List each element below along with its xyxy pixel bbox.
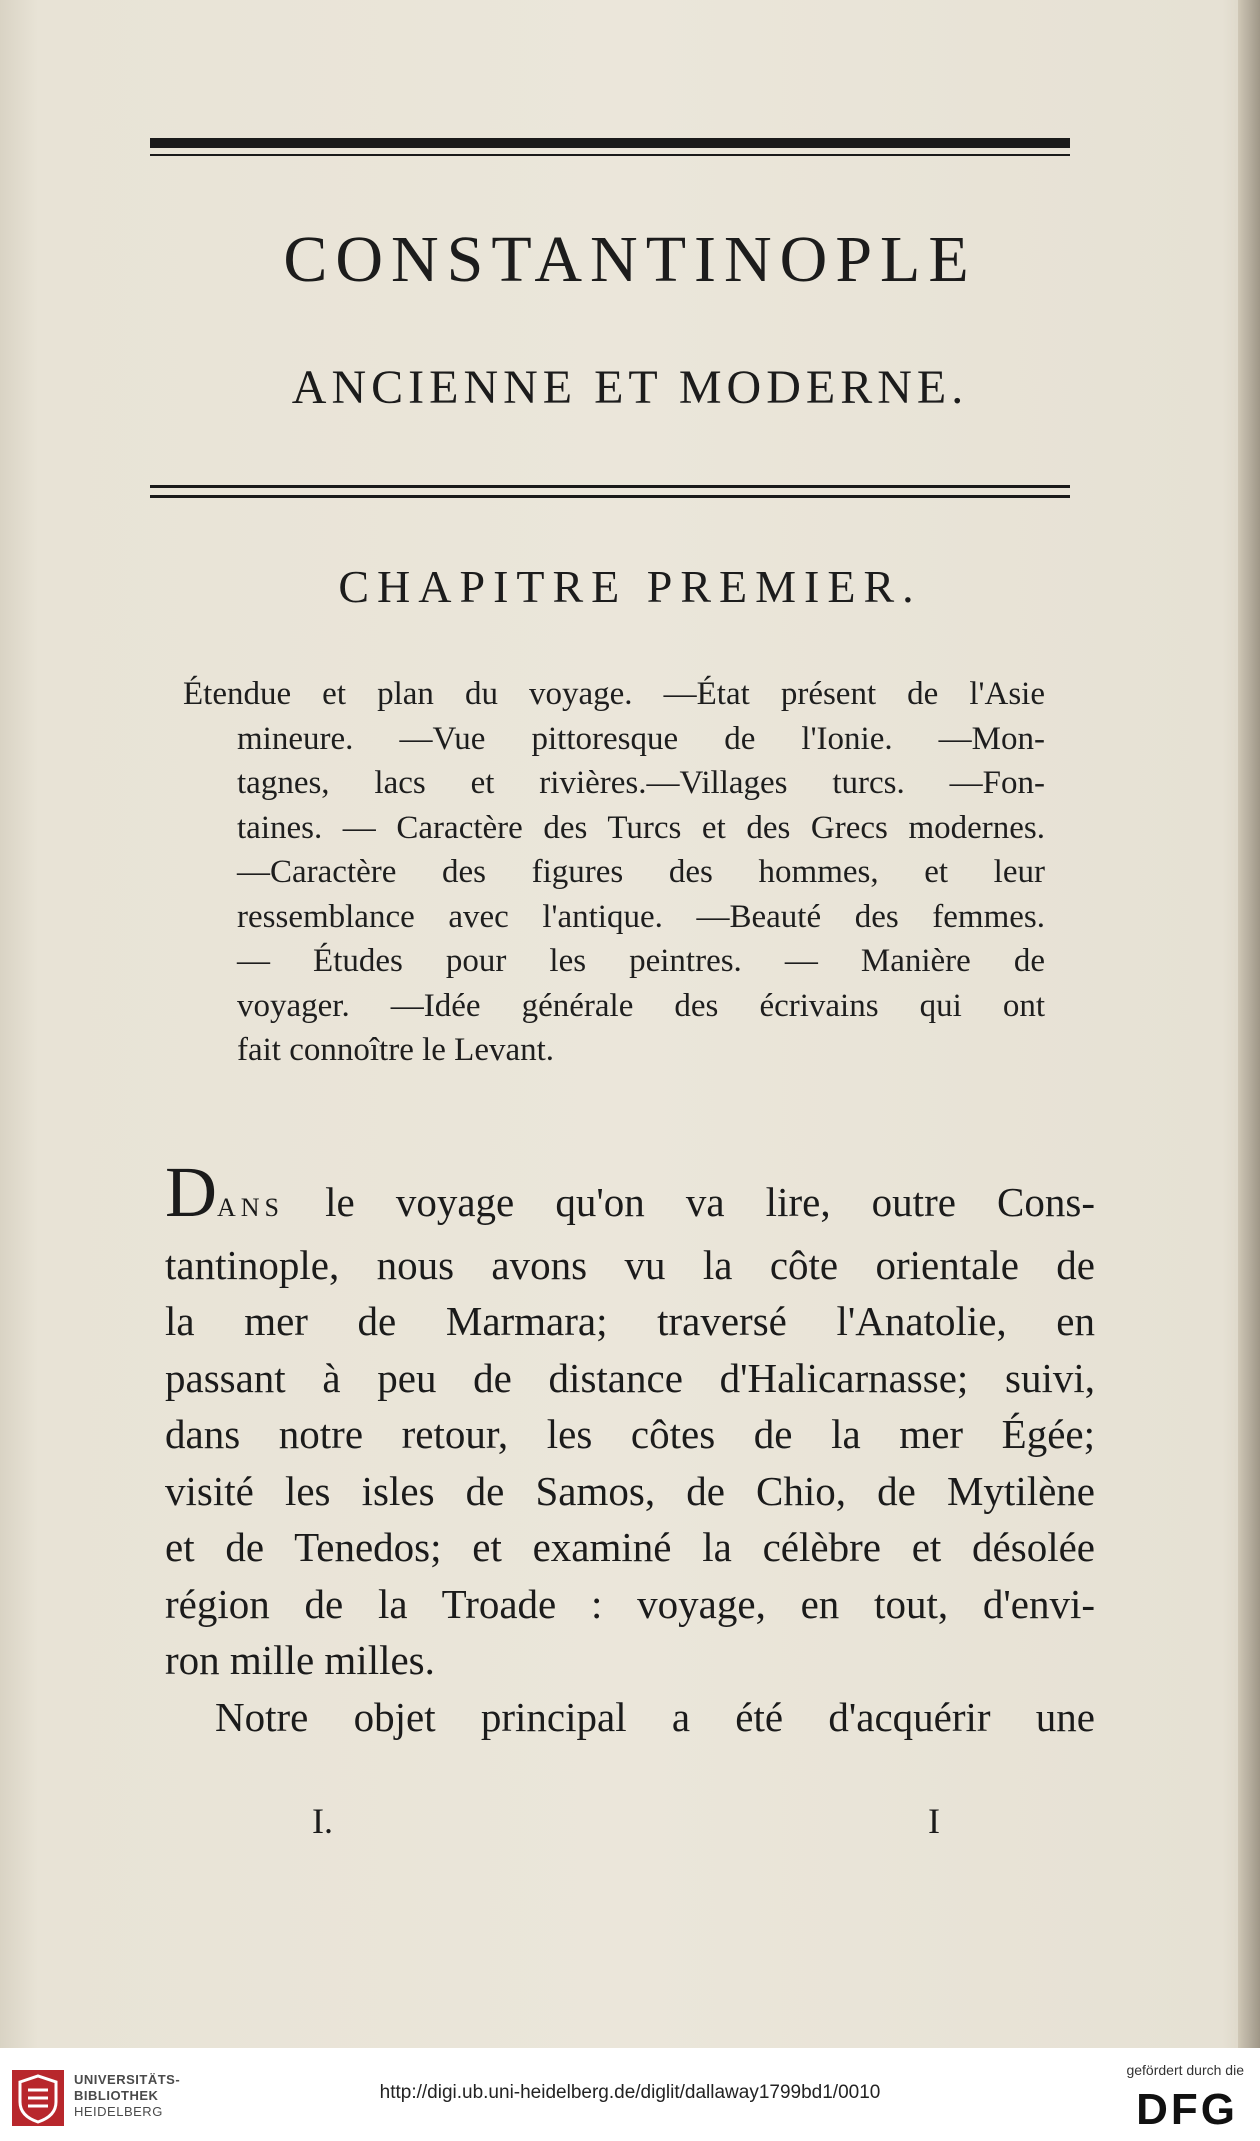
body-text — [165, 1152, 1096, 1745]
body-line: la mer de Marmara; traversé l'Anatolie, en — [165, 1298, 1095, 1344]
body-second-paragraph: Notre objet principal a été d'acquérir une — [215, 1693, 1095, 1740]
signature-mark-right: I — [928, 1801, 940, 1841]
library-name-line: BIBLIOTHEK — [74, 2088, 159, 2103]
body-line: visité les isles de Samos, de Chio, de Mytilène — [165, 1467, 1095, 1514]
signature-mark-left: I. — [312, 1801, 333, 1841]
chapter-heading: CHAPITRE PREMIER. — [338, 561, 922, 612]
body-line: région de la Troade : voyage, en tout, d'envi- — [165, 1580, 1095, 1627]
body-line: ron mille milles. — [165, 1637, 435, 1683]
book-title: CONSTANTINOPLE — [283, 223, 977, 296]
top-rule-thin — [150, 154, 1070, 156]
book-subtitle: ANCIENNE ET MODERNE. — [291, 361, 969, 414]
summary-line: fait connoître le Levant. — [237, 1032, 555, 1068]
library-name-line: HEIDELBERG — [74, 2104, 163, 2119]
dfg-logo: DFG — [1136, 2085, 1238, 2134]
dropcap-smallcaps: ANS — [217, 1193, 285, 1222]
footer-bar — [0, 2048, 1260, 2141]
summary-line: taines. — Caractère des Turcs et des Grecs modernes. — [237, 809, 1045, 846]
chapter-summary — [183, 672, 1045, 1073]
body-line: et de Tenedos; et examiné la célèbre et désolée — [165, 1524, 1095, 1570]
dropcap: D — [165, 1152, 217, 1232]
summary-line: Étendue et plan du voyage. —État présent de l'Asie — [183, 676, 1045, 712]
summary-line: voyager. —Idée générale des écrivains qui ont — [237, 987, 1045, 1024]
summary-line: — Études pour les peintres. — Manière de — [237, 943, 1045, 979]
body-line: dans notre retour, les côtes de la mer Égée; — [165, 1411, 1095, 1457]
top-rule-thick — [150, 138, 1070, 148]
library-name-line: UNIVERSITÄTS- — [74, 2072, 181, 2087]
body-line: tantinople, nous avons vu la côte orientale de — [165, 1241, 1095, 1288]
section-rule-upper — [150, 485, 1070, 488]
funder-label: gefördert durch die — [1126, 2062, 1244, 2078]
section-rule-lower — [150, 495, 1070, 498]
summary-line: ressemblance avec l'antique. —Beauté des femmes. — [237, 898, 1045, 935]
permalink-url[interactable]: http://digi.ub.uni-heidelberg.de/diglit/dallaway1799bd1/0010 — [379, 2082, 881, 2103]
first-line-text: le voyage qu'on va lire, outre Cons- — [325, 1179, 1096, 1225]
summary-line: tagnes, lacs et rivières.—Villages turcs. —Fon- — [237, 765, 1045, 801]
body-first-line — [165, 1152, 1096, 1237]
summary-line: mineure. —Vue pittoresque de l'Ionie. —Mon- — [237, 720, 1045, 757]
body-line: passant à peu de distance d'Halicarnasse; suivi, — [165, 1354, 1095, 1401]
summary-line: —Caractère des figures des hommes, et leur — [237, 854, 1045, 890]
page-edge — [1238, 0, 1260, 2048]
